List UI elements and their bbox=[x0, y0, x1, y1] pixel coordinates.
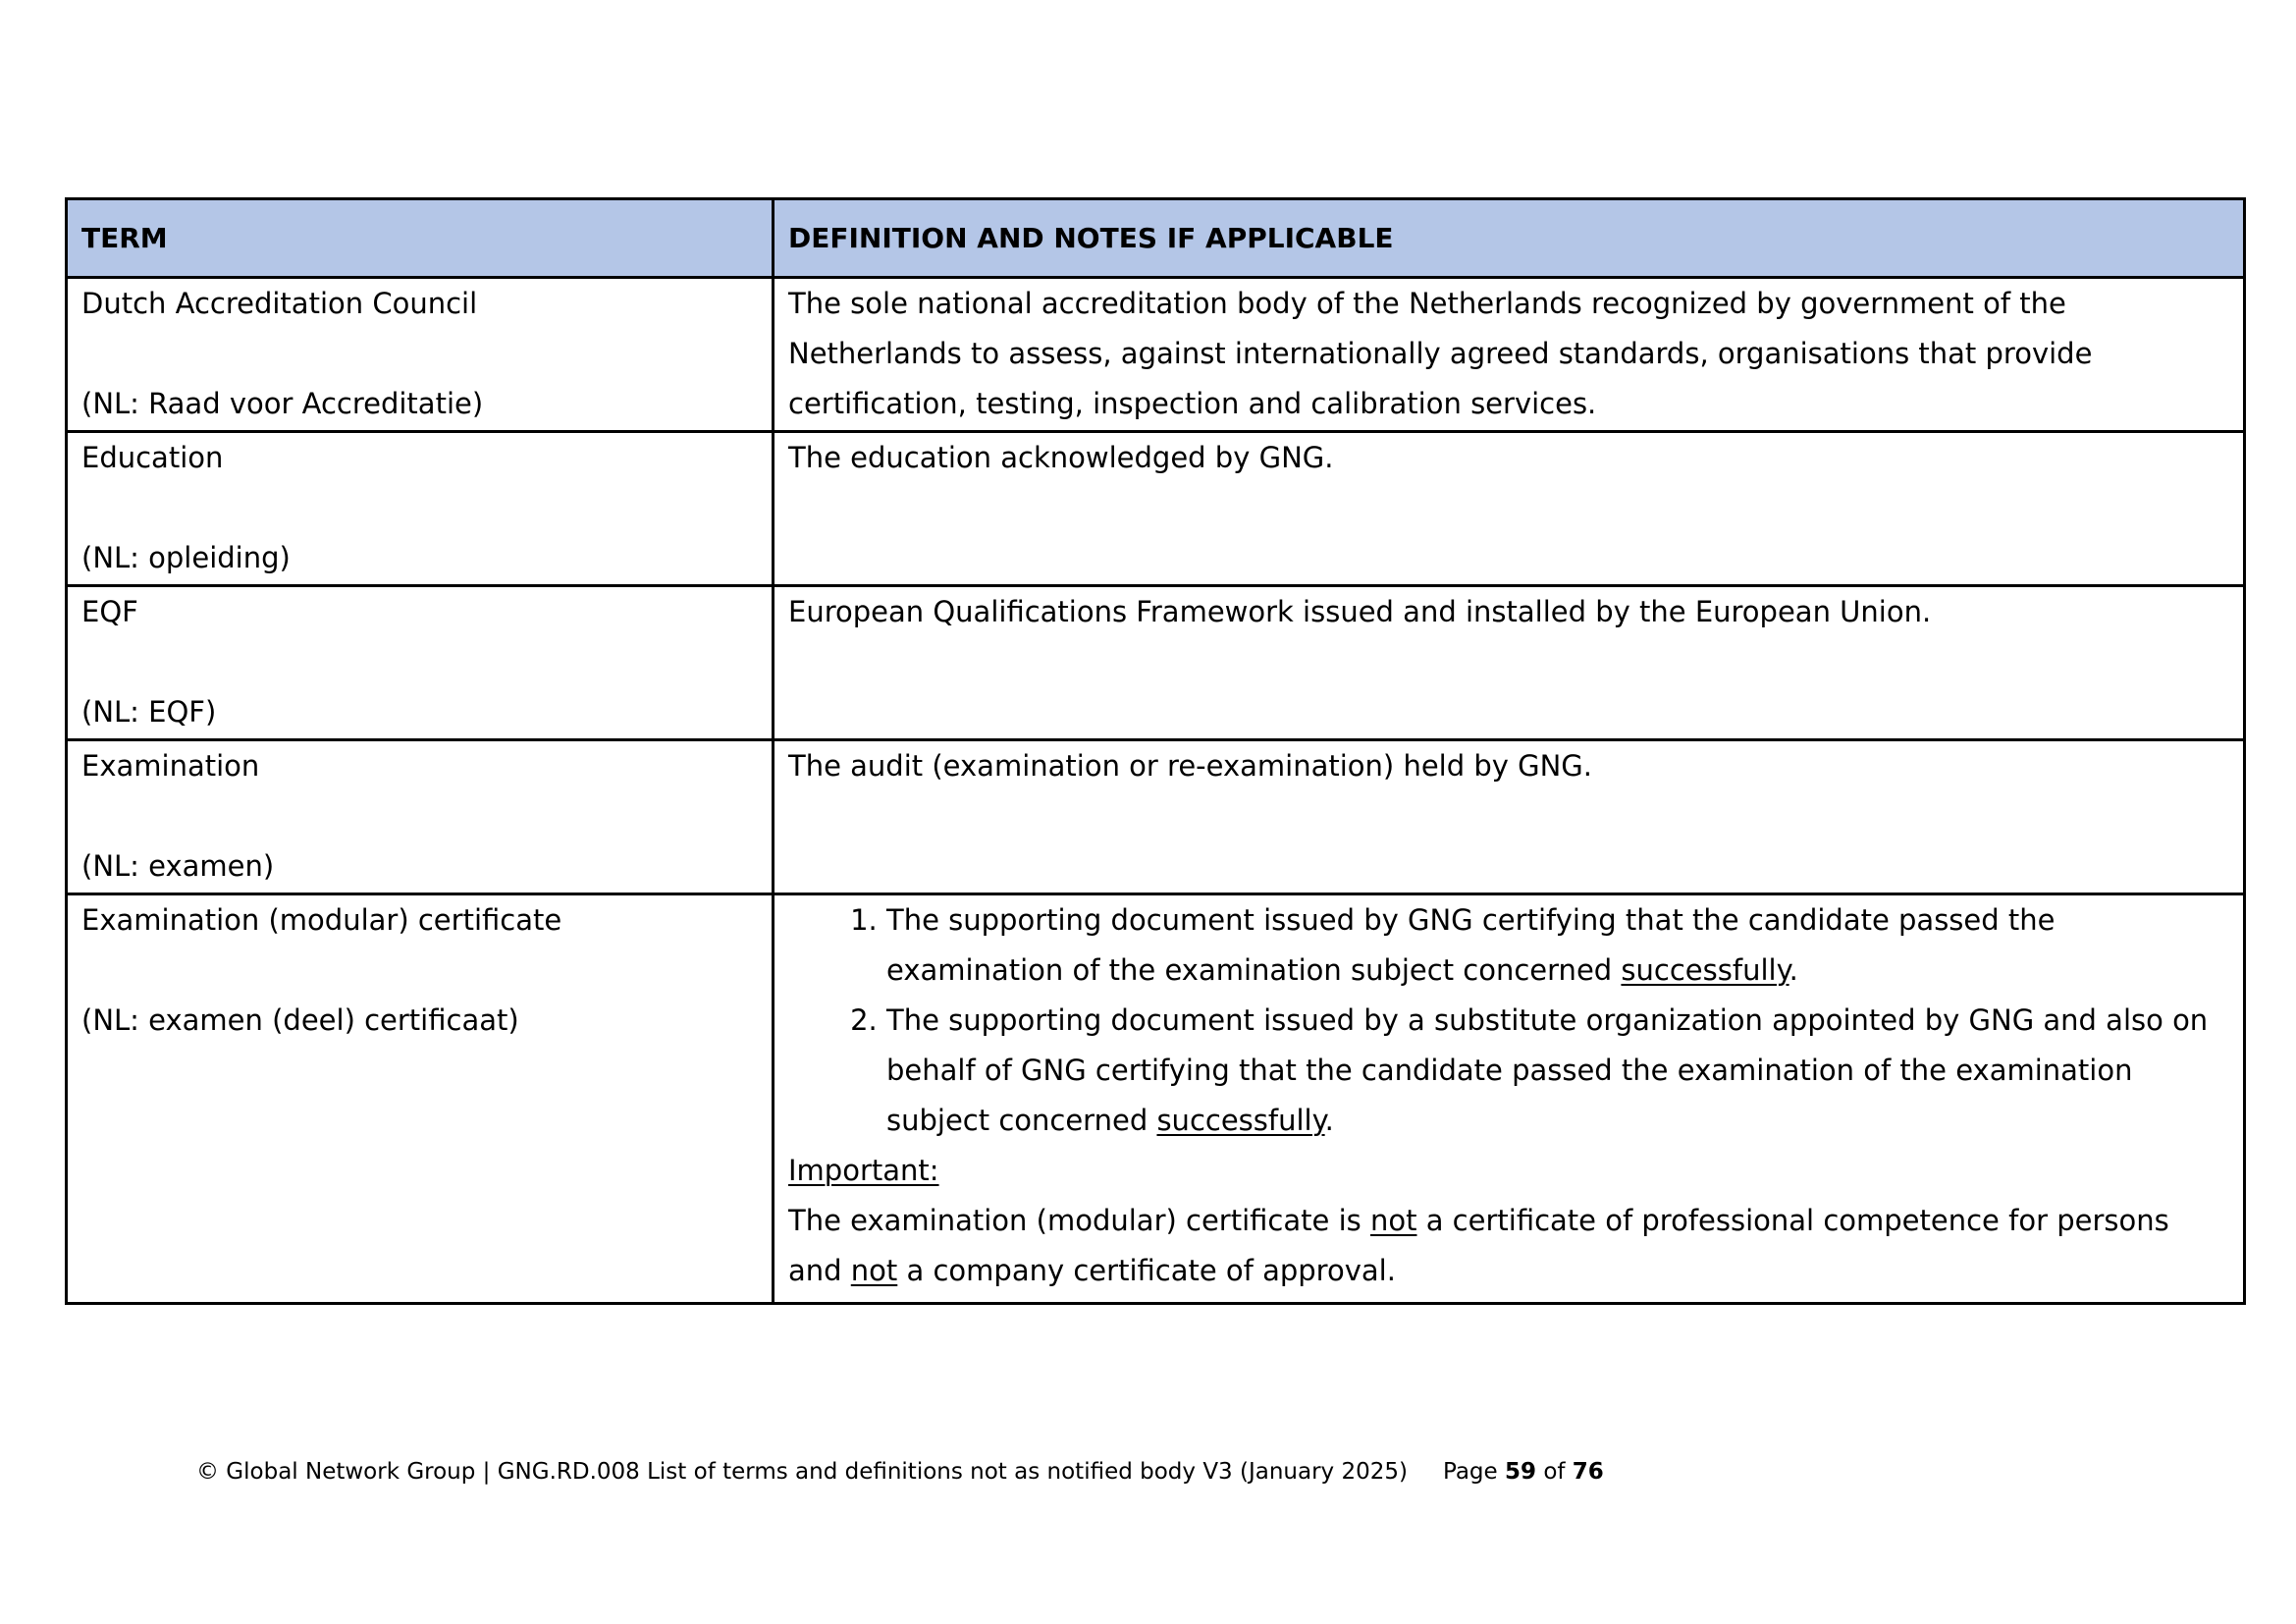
header-definition: DEFINITION AND NOTES IF APPLICABLE bbox=[774, 199, 2245, 278]
underlined-word: not bbox=[850, 1254, 898, 1287]
term-cell bbox=[67, 278, 774, 432]
table-row bbox=[67, 894, 2245, 1304]
footer-text: © Global Network Group | GNG.RD.008 List of terms and definitions not as notified body V3 (January 2025) bbox=[196, 1459, 1408, 1485]
term-cell bbox=[67, 740, 774, 894]
term-dutch: (NL: examen) bbox=[81, 849, 275, 883]
table-row bbox=[67, 586, 2245, 740]
important-label: Important: bbox=[788, 1154, 939, 1187]
definition-list bbox=[788, 895, 2229, 1146]
table-row bbox=[67, 278, 2245, 432]
term-name: Examination bbox=[81, 749, 260, 783]
term-name: Examination (modular) certificate bbox=[81, 903, 562, 937]
definition-cell: The audit (examination or re-examination) held by GNG. bbox=[774, 740, 2245, 894]
term-dutch: (NL: examen (deel) certificaat) bbox=[81, 1003, 519, 1037]
page-number: Page 59 of 76 bbox=[1442, 1459, 1604, 1485]
term-cell bbox=[67, 586, 774, 740]
important-note: The examination (modular) certificate is not a certificate of professional competence for persons and not a company certificate of approval. bbox=[788, 1204, 2169, 1287]
definition-cell: The education acknowledged by GNG. bbox=[774, 432, 2245, 586]
underlined-word: successfully bbox=[1156, 1104, 1325, 1137]
term-dutch: (NL: EQF) bbox=[81, 695, 217, 729]
term-cell bbox=[67, 432, 774, 586]
definition-cell: The sole national accreditation body of the Netherlands recognized by government of the Netherlands to assess, against internationally agreed standards, organisations that provide certification, testing, inspection and calibration services. bbox=[774, 278, 2245, 432]
table-row bbox=[67, 432, 2245, 586]
term-name: Dutch Accreditation Council bbox=[81, 287, 478, 320]
term-dutch: (NL: Raad voor Accreditatie) bbox=[81, 387, 484, 420]
table-header-row bbox=[67, 199, 2245, 278]
header-term: TERM bbox=[67, 199, 774, 278]
list-item: 2. The supporting document issued by a substitute organization appointed by GNG and also on behalf of GNG certifying that the candidate passed the examination of the examination subject concerned successfully. bbox=[886, 996, 2229, 1146]
term-name: EQF bbox=[81, 595, 138, 628]
term-cell bbox=[67, 894, 774, 1304]
page-footer bbox=[196, 1457, 1604, 1487]
terms-table bbox=[65, 197, 2246, 1305]
underlined-word: not bbox=[1369, 1204, 1417, 1237]
table-row bbox=[67, 740, 2245, 894]
underlined-word: successfully bbox=[1621, 953, 1789, 987]
definition-cell bbox=[774, 894, 2245, 1304]
definition-cell: European Qualifications Framework issued and installed by the European Union. bbox=[774, 586, 2245, 740]
term-name: Education bbox=[81, 441, 224, 474]
list-item: 1. The supporting document issued by GNG certifying that the candidate passed the examination of the examination subject concerned successfully. bbox=[886, 895, 2229, 996]
term-dutch: (NL: opleiding) bbox=[81, 541, 291, 574]
